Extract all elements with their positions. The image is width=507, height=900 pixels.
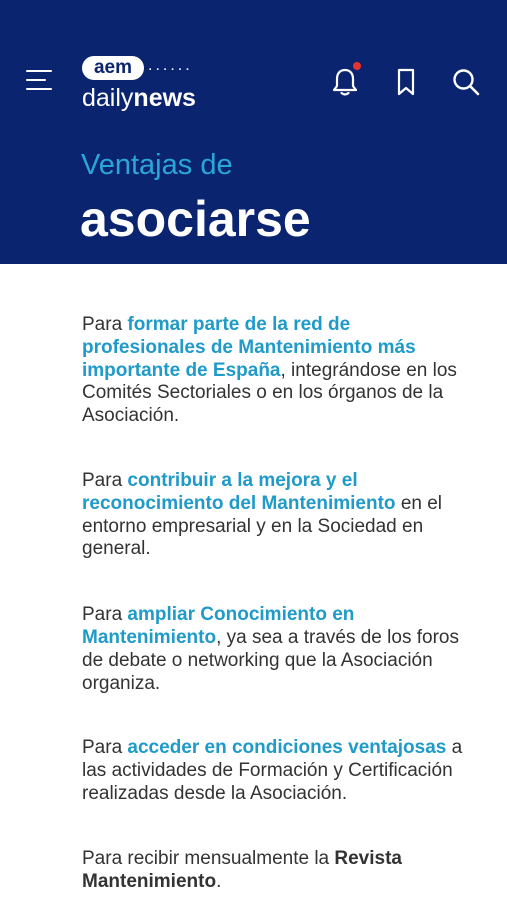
menu-line-bottom [26, 88, 52, 90]
benefit-lead: Para [82, 604, 128, 626]
benefit-item [82, 470, 466, 561]
app-header [0, 0, 507, 264]
bookmark-icon [388, 64, 424, 100]
benefit-highlight-link[interactable]: formar parte de la red de profesionales de Mantenimiento más importante de España [82, 314, 416, 381]
logo-dots: ...... [148, 57, 193, 74]
magazine-name: Revista Mantenimiento [82, 847, 402, 892]
logo-text-regular: daily [82, 84, 134, 112]
benefit-tail: en el entorno empresarial y en la Sociedad en general. [82, 492, 443, 560]
notification-dot [353, 62, 361, 70]
benefit-tail: , ya sea a través de los foros de debate o networking que la Asociación organiza. [82, 626, 459, 694]
benefit-item [82, 314, 466, 428]
benefit-item [82, 737, 466, 805]
page-title: asociarse [80, 191, 311, 247]
logo-badge: aem [82, 56, 144, 80]
hero-subtitle: Ventajas de [81, 149, 233, 181]
menu-line-middle [26, 79, 46, 81]
benefit-lead: Para [82, 737, 128, 759]
benefit-lead: Para recibir mensualmente la [82, 847, 335, 869]
benefit-highlight-link[interactable]: ampliar Conocimiento en Mantenimiento [82, 604, 355, 648]
benefits-list [82, 314, 466, 893]
benefit-tail: , integrándose en los Comités Sectoriales o en los órganos de la Asociación. [82, 359, 457, 427]
search-button[interactable] [448, 64, 484, 100]
logo-wordmark [82, 84, 196, 112]
benefit-item [82, 604, 466, 695]
benefit-highlight-link[interactable]: contribuir a la mejora y el reconocimiento del Mantenimiento [82, 469, 396, 514]
bookmarks-button[interactable] [388, 64, 424, 100]
benefit-item [82, 848, 466, 894]
notifications-button[interactable] [327, 64, 363, 100]
benefit-highlight-link[interactable]: acceder en condiciones ventajosas [127, 737, 447, 759]
menu-line-top [26, 70, 52, 72]
search-icon [448, 64, 484, 100]
benefit-tail: . [216, 870, 222, 892]
benefit-lead: Para [82, 314, 128, 335]
benefit-tail: a las actividades de Formación y Certificación realizadas desde la Asociación. [82, 737, 463, 804]
benefit-lead: Para [82, 469, 128, 491]
daily-news-logo[interactable] [82, 56, 222, 110]
menu-button[interactable] [26, 68, 54, 94]
logo-text-bold: news [133, 84, 196, 112]
